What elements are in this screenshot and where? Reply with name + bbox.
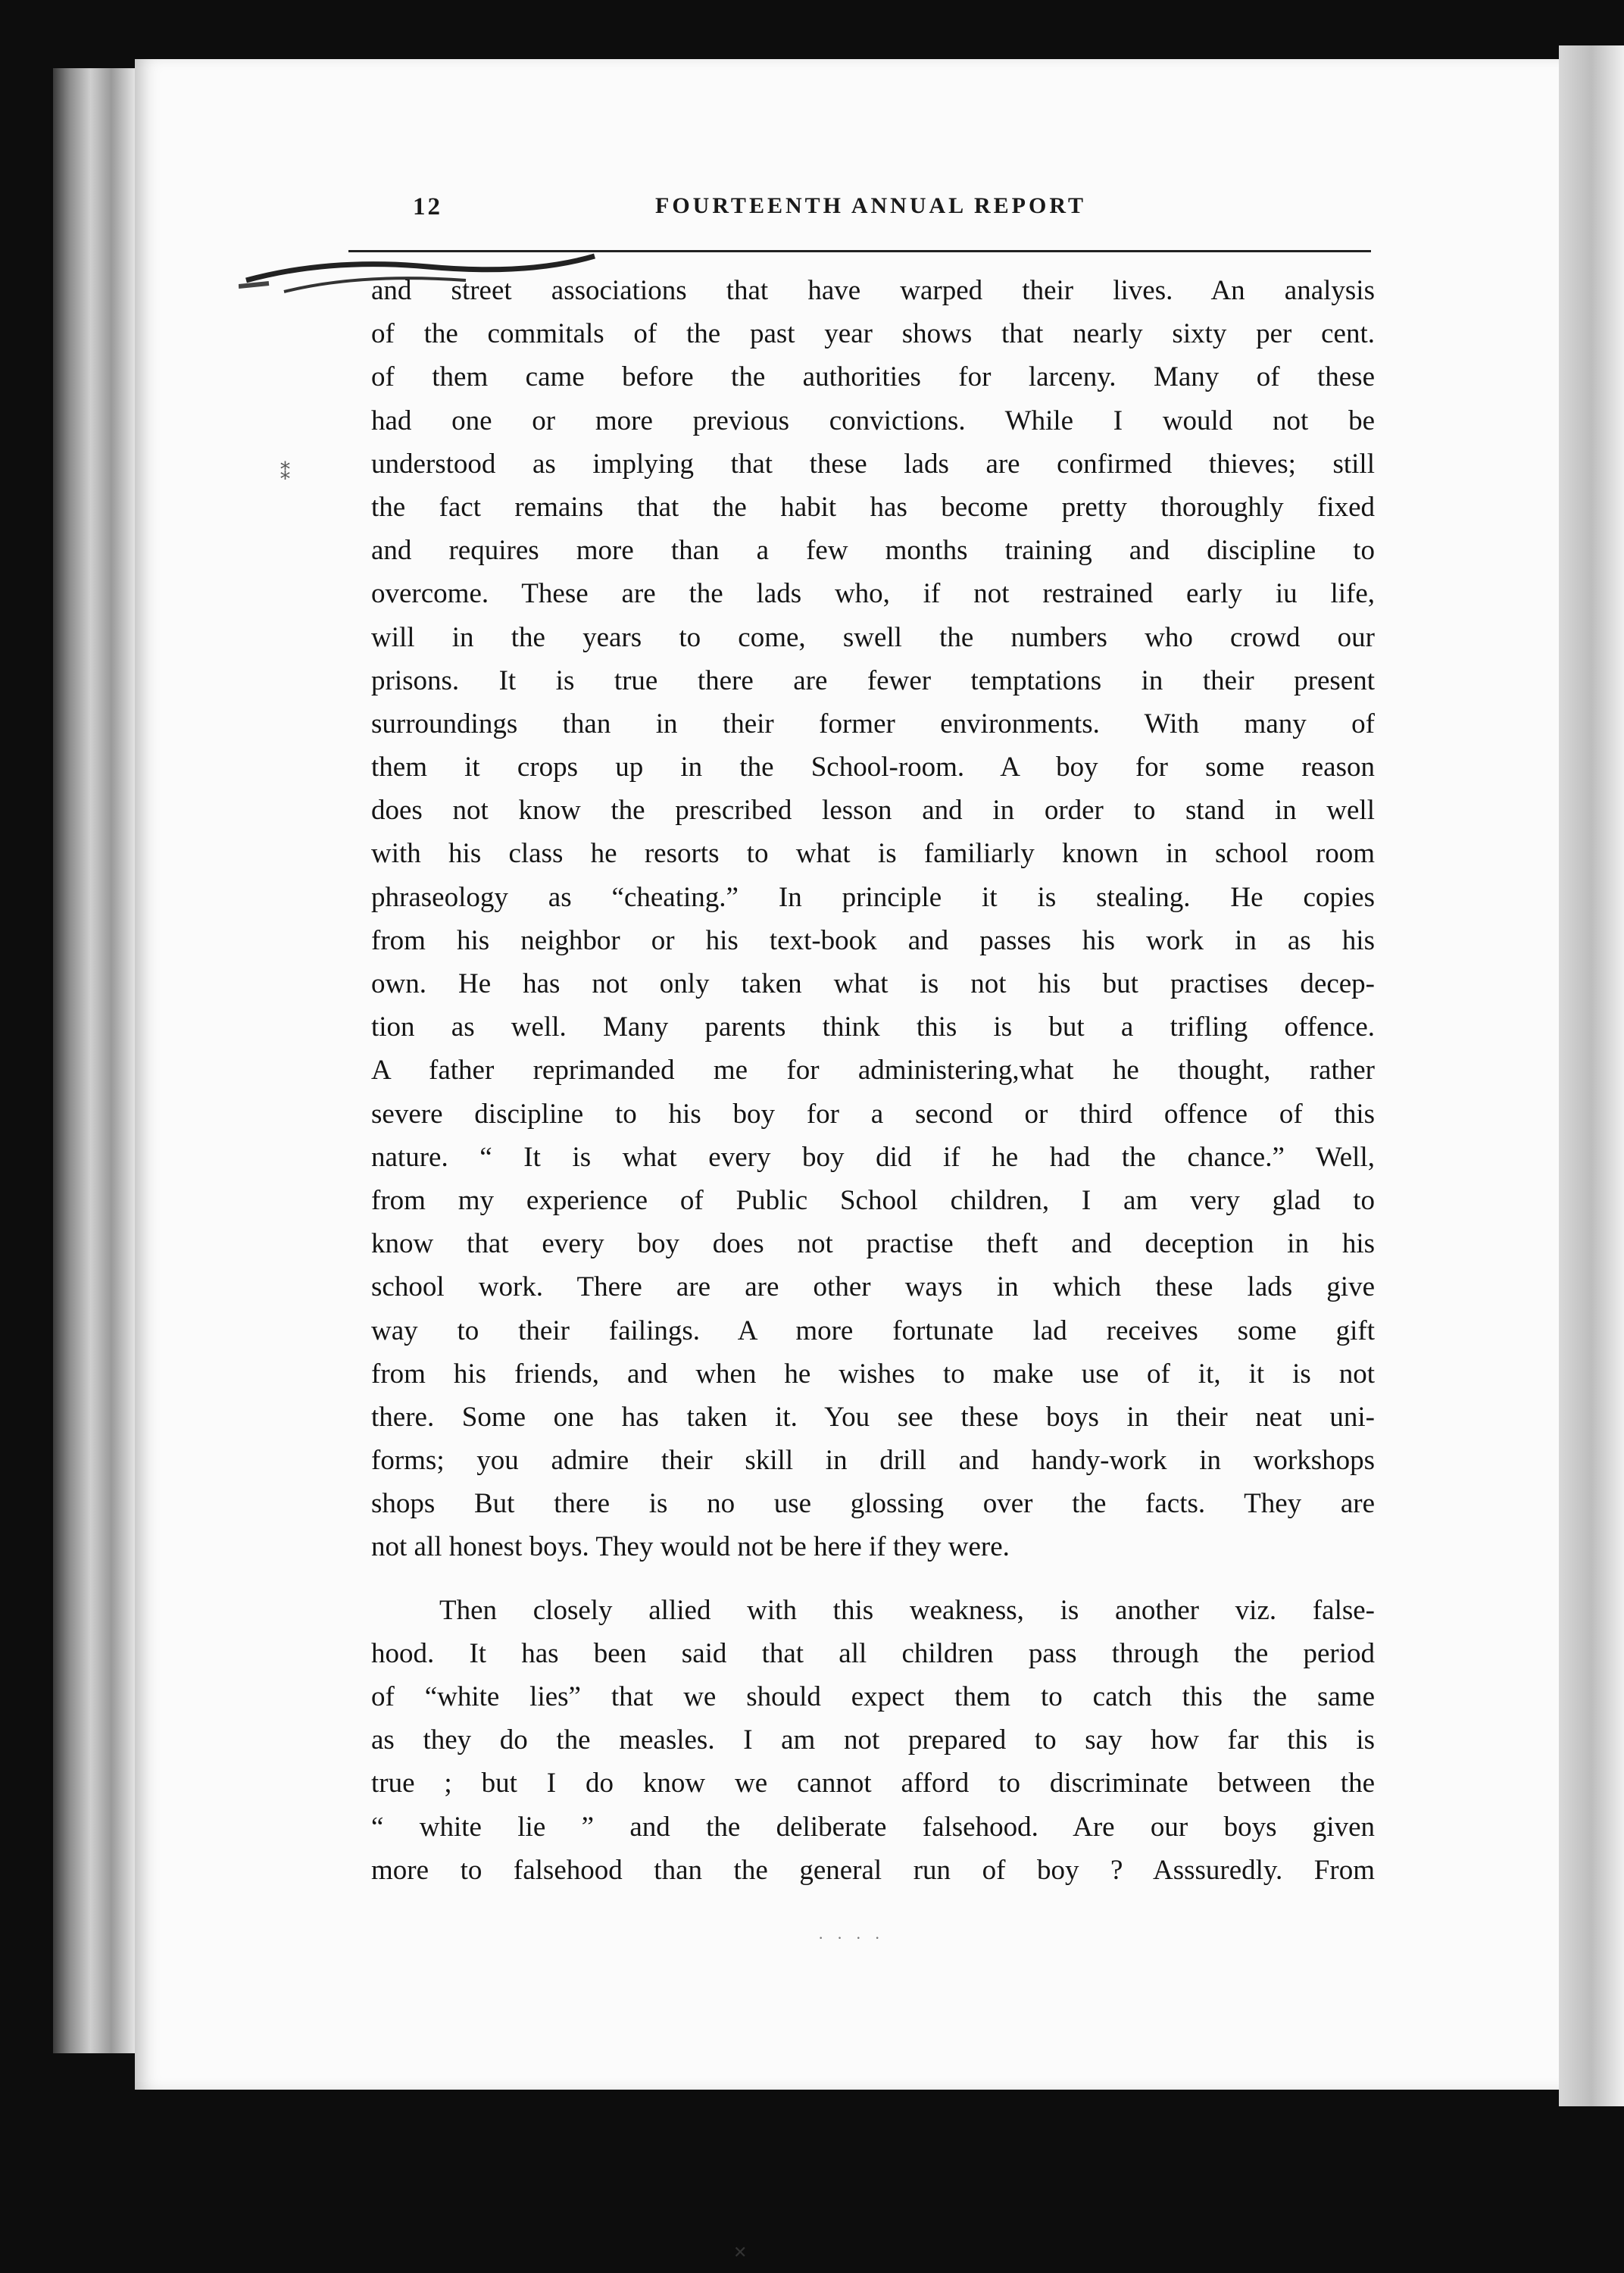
text-line: forms; you admire their skill in drill and handy-work in workshops [371, 1445, 1375, 1477]
text-line: true ; but I do know we cannot afford to discriminate between the [371, 1768, 1375, 1799]
running-header [413, 193, 1371, 231]
paragraph-1 [371, 269, 1375, 1569]
page-number: 12 [413, 193, 442, 220]
body-text [371, 269, 1375, 1892]
text-line: phraseology as “cheating.” In principle it is stealing. He copies [371, 881, 1375, 913]
text-line: prisons. It is true there are fewer temptations in their present [371, 664, 1375, 696]
text-line: from his friends, and when he wishes to make use of it, it is not [371, 1358, 1375, 1390]
text-line: A father reprimanded me for administering,what he thought, rather [371, 1055, 1375, 1086]
text-line: tion as well. Many parents think this is but a trifling offence. [371, 1011, 1375, 1043]
book-page-edges [53, 68, 136, 2053]
text-line: and requires more than a few months training and discipline to [371, 535, 1375, 567]
facing-page-edge [1559, 45, 1624, 2106]
text-line: does not know the prescribed lesson and in order to stand in well [371, 795, 1375, 827]
text-line: them it crops up in the School-room. A boy for some reason [371, 752, 1375, 783]
text-line: understood as implying that these lads are confirmed thieves; still [371, 448, 1375, 480]
text-line: nature. “ It is what every boy did if he had the chance.” Well, [371, 1141, 1375, 1173]
text-line: as they do the measles. I am not prepared to say how far this is [371, 1724, 1375, 1756]
text-line: there. Some one has taken it. You see these boys in their neat uni- [371, 1401, 1375, 1433]
scan-specks: · · · · [818, 1928, 885, 1947]
text-line: will in the years to come, swell the numbers who crowd our [371, 621, 1375, 653]
text-line: way to their failings. A more fortunate lad receives some gift [371, 1315, 1375, 1346]
text-line: severe discipline to his boy for a second or third offence of this [371, 1098, 1375, 1130]
report-title: FOURTEENTH ANNUAL REPORT [655, 193, 1086, 218]
text-line: “ white lie ” and the deliberate falsehood. Are our boys given [371, 1811, 1375, 1843]
text-line: overcome. These are the lads who, if not restrained early iu life, [371, 578, 1375, 610]
text-line: from my experience of Public School children, I am very glad to [371, 1184, 1375, 1216]
text-line: with his class he resorts to what is familiarly known in school room [371, 838, 1375, 870]
text-line: of the commitals of the past year shows that nearly sixty per cent. [371, 318, 1375, 350]
scan-mark: ✕ [733, 2243, 748, 2262]
margin-mark: ⁑ [280, 462, 290, 484]
text-line: shops But there is no use glossing over the facts. They are [371, 1488, 1375, 1520]
text-line: more to falsehood than the general run of boy ? Asssuredly. From [371, 1854, 1375, 1886]
text-line: not all honest boys. They would not be here if they were. [371, 1531, 1010, 1563]
text-line: know that every boy does not practise theft and deception in his [371, 1228, 1375, 1260]
text-line: had one or more previous convictions. While I would not be [371, 405, 1375, 436]
text-line: the fact remains that the habit has become pretty thoroughly fixed [371, 491, 1375, 523]
text-line: hood. It has been said that all children pass through the period [371, 1637, 1375, 1669]
text-line: surroundings than in their former environments. With many of [371, 708, 1375, 739]
text-line: Then closely allied with this weakness, is another viz. false- [439, 1594, 1375, 1626]
text-line: of “white lies” that we should expect them to catch this the same [371, 1681, 1375, 1712]
text-line: and street associations that have warped their lives. An analysis [371, 275, 1375, 306]
text-line: own. He has not only taken what is not his but practises decep- [371, 968, 1375, 999]
text-line: school work. There are are other ways in which these lads give [371, 1271, 1375, 1303]
paragraph-2 [371, 1589, 1375, 1892]
text-line: from his neighbor or his text-book and passes his work in as his [371, 924, 1375, 956]
text-line: of them came before the authorities for larceny. Many of these [371, 361, 1375, 393]
paragraph-gap [371, 1569, 1375, 1589]
